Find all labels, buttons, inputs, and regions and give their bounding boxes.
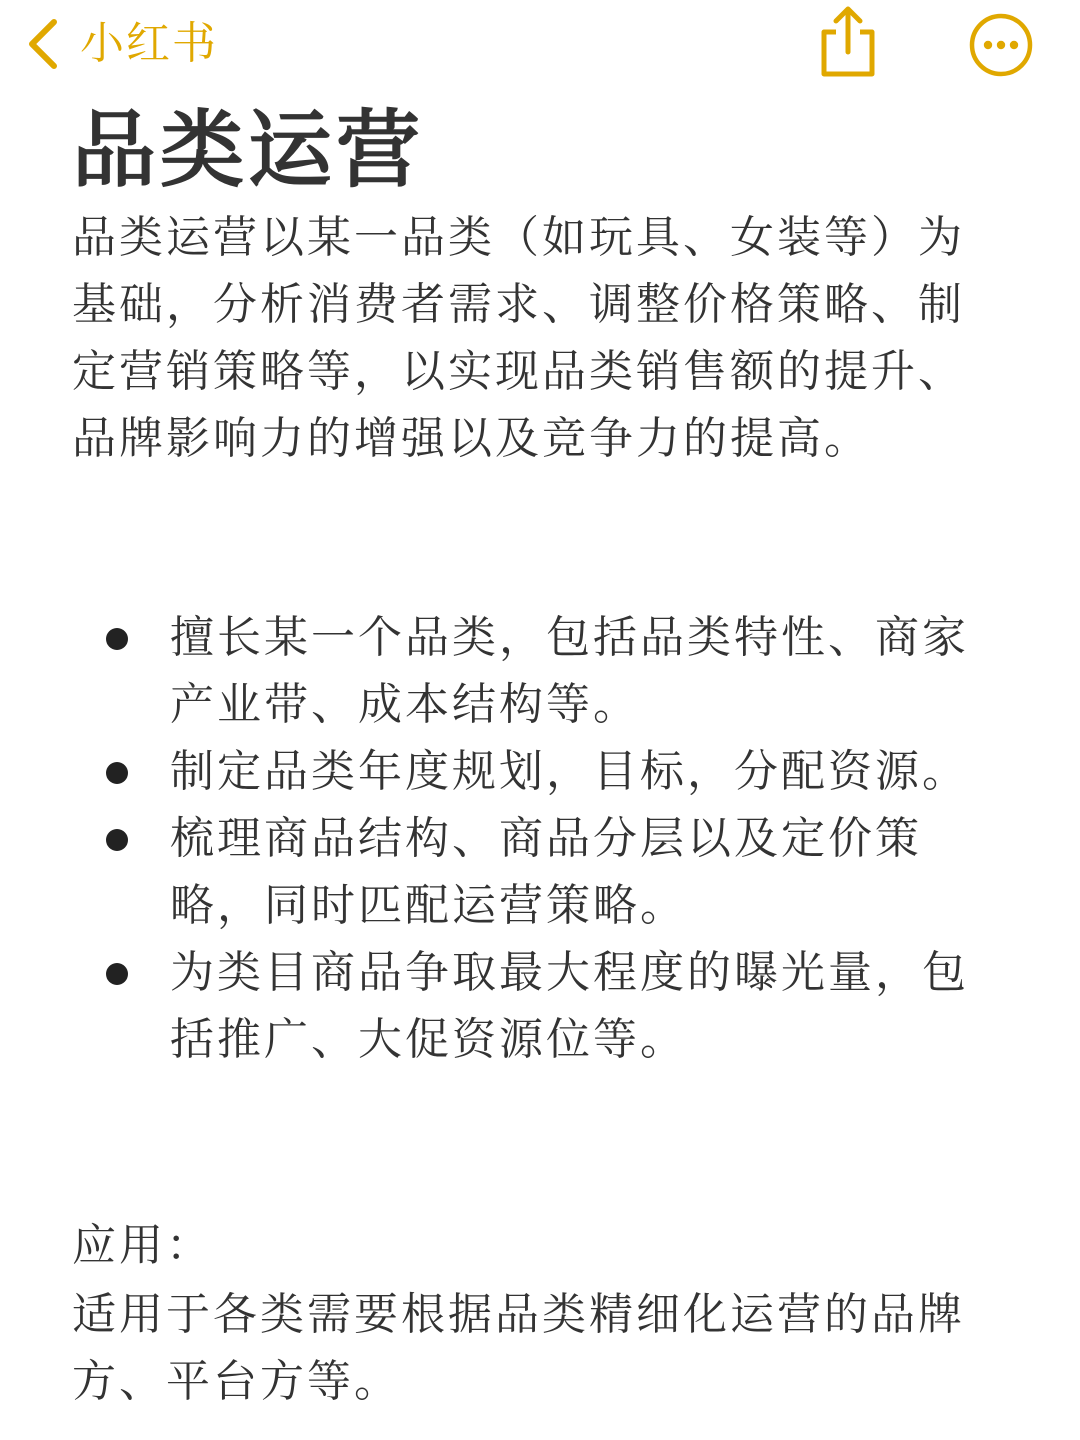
bullet-dot: [106, 829, 128, 851]
note-intro: 品类运营以某一品类（如玩具、女装等）为基础，分析消费者需求、调整价格策略、制定营销策略等，以实现品类销售额的提升、品牌影响力的增强以及竞争力的提高。: [72, 212, 965, 464]
note-title: 品类运营: [72, 101, 425, 199]
share-icon[interactable]: [816, 4, 880, 78]
list-item: [0, 604, 1000, 738]
list-item: [0, 805, 1000, 939]
bullet-text: 为类目商品争取最大程度的曝光量，包括推广、大促资源位等。: [170, 947, 969, 1065]
bullet-list: [0, 604, 1080, 1073]
navigation-bar: [0, 0, 1080, 90]
list-item: [0, 939, 1000, 1073]
application-label: 应用：: [72, 1220, 213, 1271]
bullet-text: 梳理商品结构、商品分层以及定价策略，同时匹配运营策略。: [170, 813, 922, 931]
more-icon[interactable]: [968, 12, 1034, 78]
application-text: 适用于各类需要根据品类精细化运营的品牌方、平台方等。: [72, 1289, 965, 1407]
chevron-left-icon: [22, 14, 62, 74]
bullet-text: 擅长某一个品类，包括品类特性、商家产业带、成本结构等。: [170, 612, 969, 730]
back-button[interactable]: [22, 12, 218, 76]
bullet-dot: [106, 762, 128, 784]
back-label: 小红书: [80, 18, 218, 69]
bullet-dot: [106, 963, 128, 985]
bullet-dot: [106, 628, 128, 650]
list-item: [0, 738, 1000, 805]
bullet-text: 制定品类年度规划，目标，分配资源。: [170, 746, 969, 797]
